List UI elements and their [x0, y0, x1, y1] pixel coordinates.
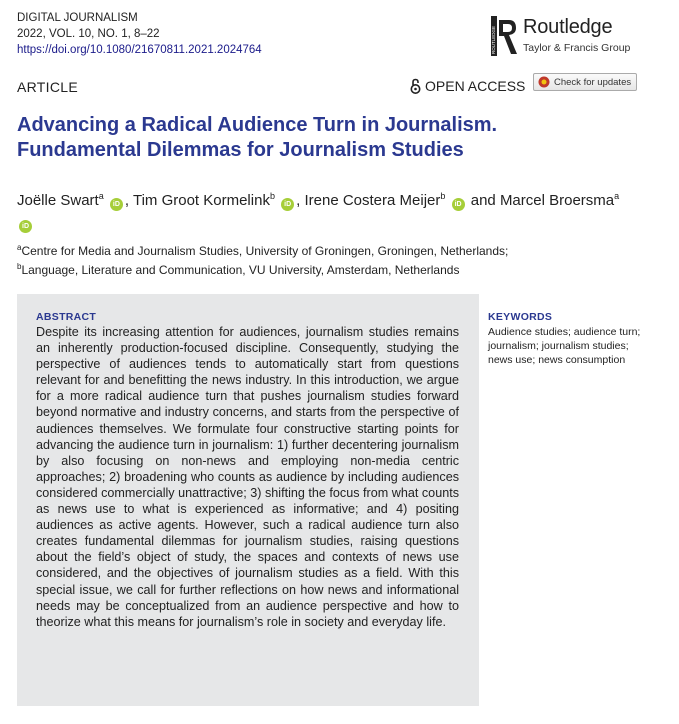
journal-meta [17, 10, 262, 58]
orcid-icon[interactable]: iD [281, 198, 294, 211]
author-name: Marcel Broersma [499, 192, 615, 209]
abstract-label: ABSTRACT [36, 311, 97, 323]
keywords-label: KEYWORDS [488, 311, 553, 323]
keywords-section [488, 311, 648, 367]
check-for-updates-button[interactable] [533, 73, 637, 91]
author-name: Tim Groot Kormelink [132, 192, 270, 209]
check-updates-label: Check for updates [554, 76, 632, 88]
orcid-icon[interactable]: iD [452, 198, 465, 211]
publisher-name: Routledge [523, 16, 613, 38]
publisher-logo [491, 14, 651, 60]
open-lock-icon [410, 78, 421, 94]
title-line-1: Advancing a Radical Audience Turn in Journalism. [17, 114, 498, 136]
abstract-box [17, 294, 479, 706]
affiliations [17, 240, 508, 278]
orcid-icon[interactable]: iD [19, 220, 32, 233]
article-title [17, 113, 637, 163]
title-line-2: Fundamental Dilemmas for Journalism Studies [17, 139, 464, 161]
author-separator: , [124, 192, 133, 209]
affiliation-sup: a [17, 243, 22, 252]
author-name: Irene Costera Meijer [304, 192, 441, 209]
keywords-text: Audience studies; audience turn; journalism; journalism studies; news use; news consumption [488, 326, 641, 366]
journal-name: DIGITAL JOURNALISM [17, 12, 138, 24]
open-access-badge [410, 78, 525, 94]
affiliation-text: Language, Literature and Communication, VU University, Amsterdam, Netherlands [21, 263, 460, 277]
author-affil-sup: b [269, 191, 275, 201]
orcid-icon[interactable]: iD [110, 198, 123, 211]
abstract-text: Despite its increasing attention for audiences, journalism studies remains an inherently production-focused discipline. Consequently, studying the perspective of audiences tends to automatically start from questions relevant for and benefitting the news industry. In this introduction, we argue for a more radical audience turn that pushes journalism studies forward beyond normative and industry concerns, and starts from the perspective of audiences themselves. We formulate four constructive starting points for advancing the audience turn in journalism: 1) further decentering journalism by also focusing on non-news and employing non-media centric approaches; 2) broadening who counts as audience by including audiences considered commercially unattractive; 3) shifting the focus from what counts as news use to what is experienced as informative; and 4) positing audiences as active agents. However, such a radical audience turn also creates fundamental dilemmas for journalism studies, raising questions about the field’s object of study, the spaces and contexts of news use considered, and the objectives of journalism studies as a field. With this special issue, we call for further reflections on how news and informational needs may be conceptualized from an audience perspective and how to theorize what this means for journalism’s role in society and everyday life. [36, 325, 459, 629]
affiliation-item [17, 259, 508, 278]
author-affil-sup: a [614, 191, 620, 201]
publisher-mark-text: ROUTLEDGE [491, 25, 497, 54]
volume-line: 2022, VOL. 10, NO. 1, 8–22 [17, 28, 160, 40]
open-access-label: OPEN ACCESS [425, 78, 526, 94]
article-type: ARTICLE [17, 79, 78, 95]
doi-link[interactable]: https://doi.org/10.1080/21670811.2021.2024764 [17, 44, 262, 56]
author-affil-sup: b [440, 191, 446, 201]
check-updates-icon [538, 76, 550, 88]
affiliation-sup: b [17, 262, 22, 271]
affiliation-item [17, 240, 508, 259]
author-name: Joëlle Swart [17, 192, 99, 209]
publisher-group: Taylor & Francis Group [523, 42, 631, 54]
author-separator: , [296, 192, 305, 209]
author-separator: and [466, 192, 500, 209]
affiliation-text: Centre for Media and Journalism Studies, University of Groningen, Groningen, Netherlands; [21, 244, 509, 258]
author-affil-sup: a [98, 191, 104, 201]
author-list [17, 185, 637, 234]
routledge-logo-icon [491, 16, 517, 56]
